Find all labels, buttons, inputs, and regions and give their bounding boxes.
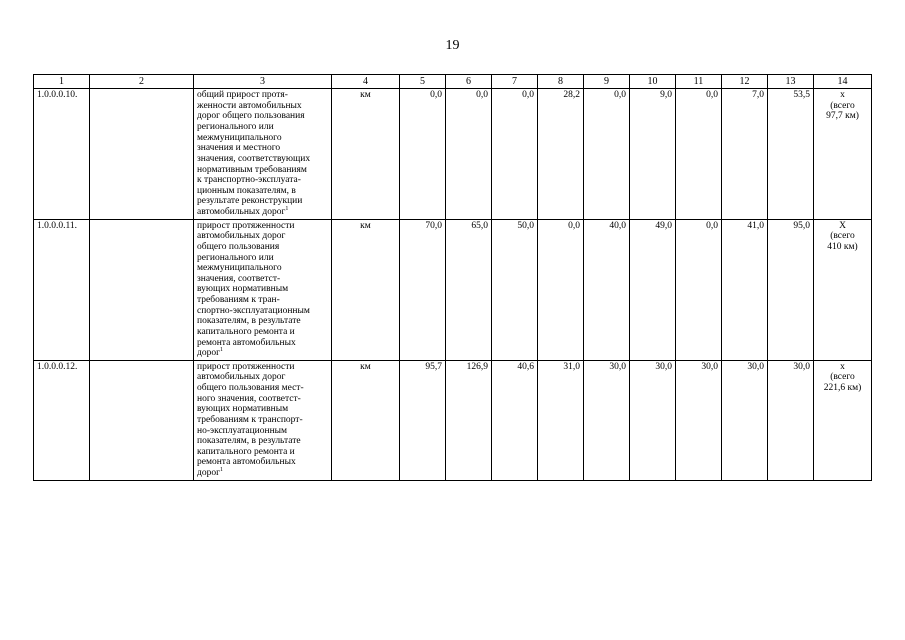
row-description <box>194 89 332 220</box>
table-body <box>34 89 872 481</box>
column-header: 9 <box>584 75 630 89</box>
column-header: 8 <box>538 75 584 89</box>
column-header: 11 <box>676 75 722 89</box>
row-unit: км <box>332 360 400 480</box>
row-value: 0,0 <box>584 89 630 220</box>
row-value: 28,2 <box>538 89 584 220</box>
row-value: 65,0 <box>446 219 492 360</box>
row-code: 1.0.0.0.12. <box>34 360 90 480</box>
column-header: 6 <box>446 75 492 89</box>
row-code: 1.0.0.0.10. <box>34 89 90 220</box>
row-col2 <box>90 89 194 220</box>
column-header: 4 <box>332 75 400 89</box>
description-text: прирост протяженности автомобильных дорог общего пользования мест- ного значения, соответст- вующих нормативным требованиям к транспорт- но-эксплуатационным показателям, в результате капитального ремонта и ремонта автомобильных дорог <box>197 361 304 479</box>
indicators-table <box>33 74 872 481</box>
row-value: 30,0 <box>584 360 630 480</box>
row-note: Х (всего 410 км) <box>814 219 872 360</box>
column-header: 1 <box>34 75 90 89</box>
page-number: 19 <box>445 38 460 53</box>
column-header: 10 <box>630 75 676 89</box>
row-note: х (всего 97,7 км) <box>814 89 872 220</box>
row-value: 0,0 <box>676 89 722 220</box>
row-value: 30,0 <box>676 360 722 480</box>
row-value: 49,0 <box>630 219 676 360</box>
footnote-mark: 1 <box>219 347 223 354</box>
column-header: 3 <box>194 75 332 89</box>
row-description <box>194 219 332 360</box>
table-row <box>34 360 872 480</box>
row-value: 95,7 <box>400 360 446 480</box>
description-text: общий прирост протя- женности автомобильных дорог общего пользования регионального или межмуниципального значения и местного значения, соответствующих нормативным требованиям к транспортно-эксплуата- ционным показателям, в результате реконструкции автомобильных дорог <box>197 90 311 218</box>
row-value: 0,0 <box>538 219 584 360</box>
row-value: 0,0 <box>676 219 722 360</box>
table-row <box>34 219 872 360</box>
row-value: 0,0 <box>492 89 538 220</box>
column-header: 2 <box>90 75 194 89</box>
column-header: 7 <box>492 75 538 89</box>
row-value: 53,5 <box>768 89 814 220</box>
row-value: 30,0 <box>722 360 768 480</box>
column-header: 5 <box>400 75 446 89</box>
row-value: 0,0 <box>400 89 446 220</box>
row-value: 31,0 <box>538 360 584 480</box>
header-row <box>34 75 872 89</box>
footnote-mark: 1 <box>285 205 289 212</box>
footnote-mark: 1 <box>219 466 223 473</box>
row-value: 70,0 <box>400 219 446 360</box>
row-value: 41,0 <box>722 219 768 360</box>
row-value: 0,0 <box>446 89 492 220</box>
row-value: 40,0 <box>584 219 630 360</box>
column-header: 12 <box>722 75 768 89</box>
column-header: 14 <box>814 75 872 89</box>
row-code: 1.0.0.0.11. <box>34 219 90 360</box>
row-value: 9,0 <box>630 89 676 220</box>
row-col2 <box>90 219 194 360</box>
table-row <box>34 89 872 220</box>
row-value: 126,9 <box>446 360 492 480</box>
row-value: 95,0 <box>768 219 814 360</box>
row-unit: км <box>332 89 400 220</box>
row-note: х (всего 221,6 км) <box>814 360 872 480</box>
row-value: 30,0 <box>768 360 814 480</box>
row-value: 40,6 <box>492 360 538 480</box>
row-unit: км <box>332 219 400 360</box>
row-value: 7,0 <box>722 89 768 220</box>
row-description <box>194 360 332 480</box>
row-value: 30,0 <box>630 360 676 480</box>
column-header: 13 <box>768 75 814 89</box>
row-value: 50,0 <box>492 219 538 360</box>
row-col2 <box>90 360 194 480</box>
description-text: прирост протяженности автомобильных дорог общего пользования регионального или межмуниципального значения, соответст- вующих нормативным требованиям к тран- спортно-эксплуатационным показателям, в результате капитального ремонта и ремонта автомобильных дорог <box>197 220 310 359</box>
